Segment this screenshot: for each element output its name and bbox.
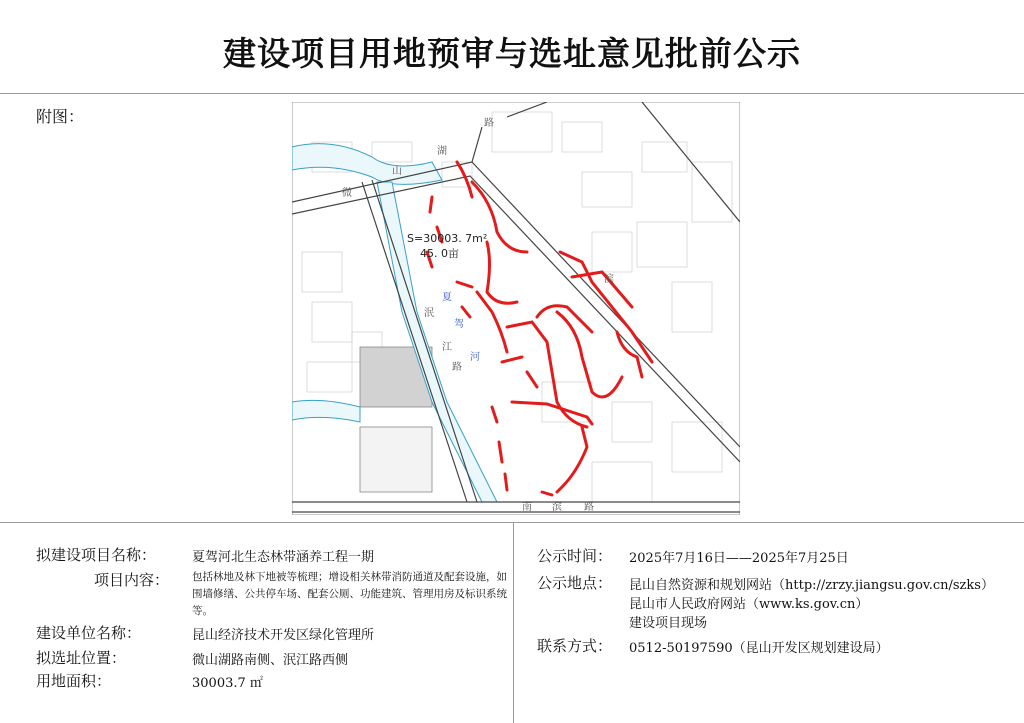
project-content-label: 项目内容： xyxy=(94,571,170,589)
publicity-place-line-3: 建设项目现场 xyxy=(629,616,708,631)
road-label-north-2: 山 xyxy=(392,166,402,177)
info-column-divider xyxy=(513,522,514,723)
figure-caption: 附图： xyxy=(36,107,85,126)
land-area-value: 30003.7 ㎡ xyxy=(192,676,263,691)
publicity-place-line-2: 昆山市人民政府网站（www.ks.gov.cn） xyxy=(629,597,869,612)
mu-label: 45. 0亩 xyxy=(420,247,459,260)
land-area-label: 用地面积： xyxy=(36,672,112,690)
area-label: S=30003. 7m² xyxy=(407,232,488,245)
river-label-3: 河 xyxy=(470,352,480,363)
top-divider xyxy=(0,93,1024,94)
unit-name-value: 昆山经济技术开发区绿化管理所 xyxy=(192,628,375,643)
road-label-west-2: 江 xyxy=(442,342,452,353)
unit-name-label: 建设单位名称： xyxy=(36,624,142,642)
bottom-divider xyxy=(0,522,1024,523)
project-content-value: 包括林地及林下地被等梳理；增设相关林带消防通道及配套设施，如围墙修缮、公共停车场、配套公厕、功能建筑、管理用房及标识系统等。 xyxy=(192,571,507,617)
road-label-south-3: 路 xyxy=(584,502,594,513)
publicity-place-line-1: 昆山自然资源和规划网站（http://zrzy.jiangsu.gov.cn/szks） xyxy=(629,578,994,593)
road-label-north-3: 微 xyxy=(342,188,352,199)
publicity-time-label: 公示时间： xyxy=(537,547,613,565)
site-location-label: 拟选址位置： xyxy=(36,649,127,667)
project-name-value: 夏驾河北生态林带涵养工程一期 xyxy=(192,550,375,565)
contact-label: 联系方式： xyxy=(537,637,613,655)
road-label-west-3: 路 xyxy=(452,362,462,373)
road-label-west-1: 泯 xyxy=(424,308,434,319)
river-label-1: 夏 xyxy=(442,292,452,303)
road-label-ne-2: 滨 xyxy=(604,274,614,285)
project-name-label: 拟建设项目名称： xyxy=(36,546,157,564)
road-label-south-1: 南 xyxy=(522,502,532,513)
site-map-drawing xyxy=(292,102,740,515)
page-title: 建设项目用地预审与选址意见批前公示 xyxy=(223,34,801,73)
publicity-place-label: 公示地点： xyxy=(537,574,613,592)
site-location-value: 微山湖路南侧、泯江路西侧 xyxy=(192,653,349,668)
publicity-time-value: 2025年7月16日——2025年7月25日 xyxy=(629,551,849,566)
road-label-north-1: 湖 xyxy=(437,146,447,157)
river-label-2: 驾 xyxy=(454,319,464,330)
road-label-south-2: 滨 xyxy=(552,502,562,513)
site-map xyxy=(292,102,740,515)
road-label-ne-1: 路 xyxy=(484,118,494,129)
contact-value: 0512-50197590（昆山开发区规划建设局） xyxy=(629,641,889,656)
